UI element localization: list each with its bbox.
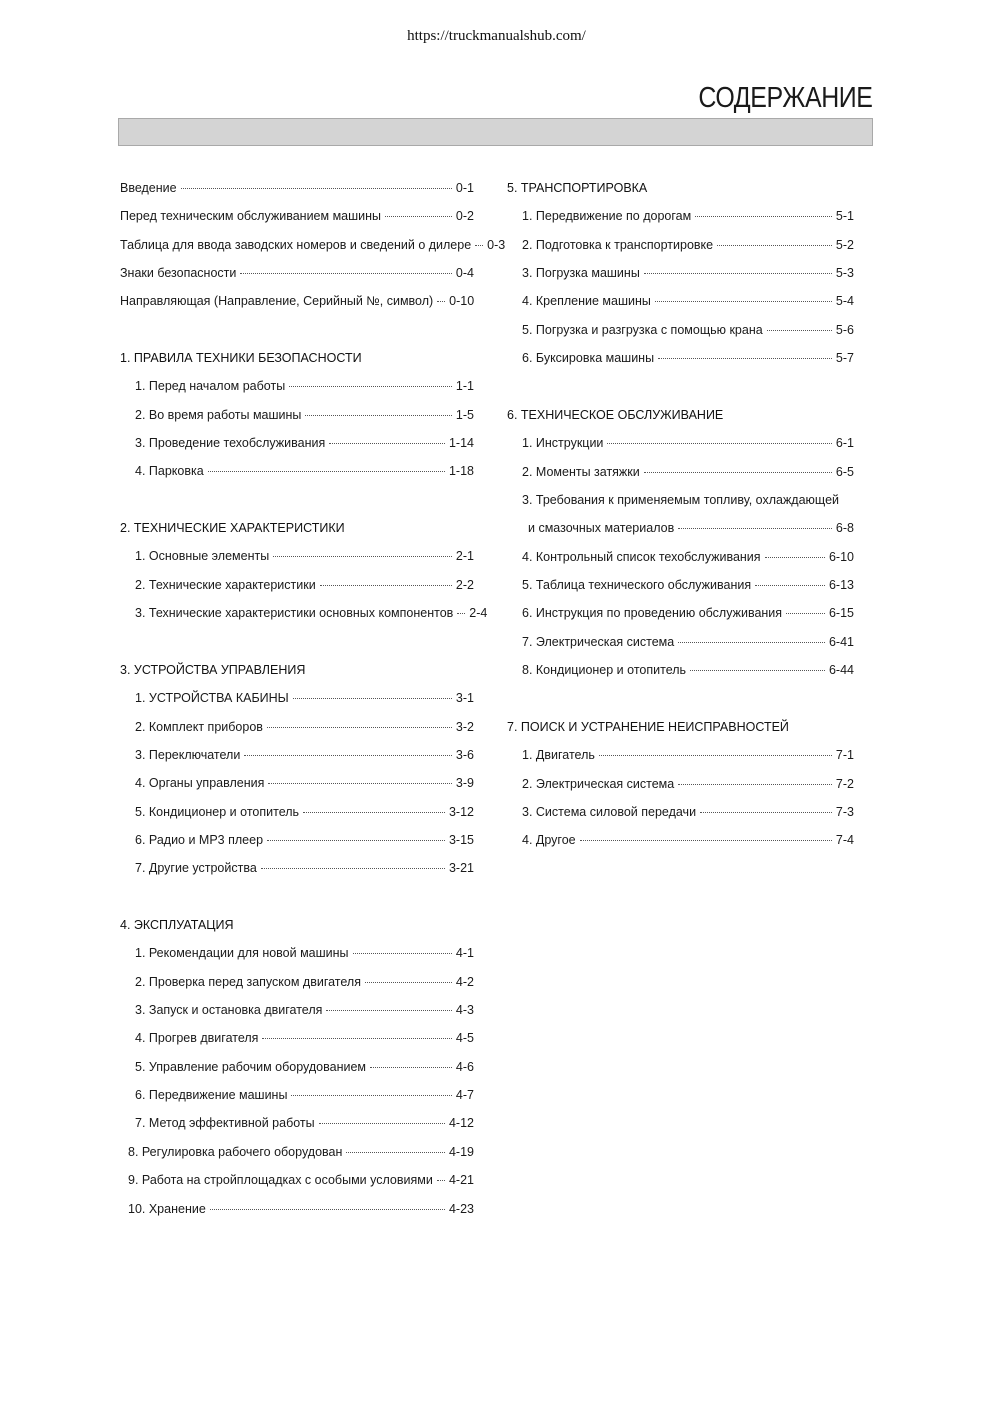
toc-entry-label: 5. Кондиционер и отопитель — [135, 804, 300, 819]
toc-entry-page: 4-12 — [448, 1116, 474, 1131]
toc-entry[interactable] — [135, 377, 474, 395]
toc-entry-page: 0-3 — [487, 237, 506, 252]
toc-entry-label: 1. УСТРОЙСТВА КАБИНЫ — [135, 691, 289, 706]
toc-entry[interactable] — [135, 406, 474, 424]
toc-entry-page: 7-1 — [835, 748, 854, 763]
dot-leader — [678, 784, 832, 785]
toc-entry-label: 1. Рекомендации для новой машины — [135, 946, 349, 961]
toc-entry-label: 5. Таблица технического обслуживания — [522, 578, 752, 593]
toc-entry-label: 2. Проверка перед запуском двигателя — [135, 974, 361, 989]
title-bar — [118, 118, 873, 146]
toc-entry-page: 1-1 — [455, 379, 474, 394]
dot-leader — [181, 188, 452, 189]
toc-entry-page: 5-4 — [835, 294, 854, 309]
toc-entry-label: Знаки безопасности — [120, 266, 237, 281]
toc-entry-label: 4. Парковка — [135, 464, 204, 479]
toc-intro-entry[interactable] — [120, 292, 474, 310]
toc-entry-label: 3. Запуск и остановка двигателя — [135, 1003, 323, 1018]
dot-leader — [262, 1038, 451, 1039]
dot-leader — [717, 245, 832, 246]
toc-entry-label: 5. Управление рабочим оборудованием — [135, 1059, 366, 1074]
toc-entry-label: 3. Система силовой передачи — [522, 805, 697, 820]
toc-entry[interactable] — [522, 775, 854, 793]
dot-leader — [385, 216, 452, 217]
toc-entry-page: 2-1 — [455, 549, 474, 564]
dot-leader — [644, 273, 832, 274]
toc-entry-label: 3. Технические характеристики основных компонентов — [135, 606, 454, 621]
toc-entry-label: 4. Другое — [522, 833, 576, 848]
toc-section-heading[interactable]: 1. ПРАВИЛА ТЕХНИКИ БЕЗОПАСНОСТИ — [120, 351, 362, 365]
toc-entry-page: 4-23 — [448, 1201, 474, 1216]
toc-entry-page: 3-2 — [455, 719, 474, 734]
toc-entry-label: 3. Переключатели — [135, 748, 241, 763]
toc-entry-label: 2. Технические характеристики — [135, 577, 316, 592]
toc-entry-page: 2-4 — [469, 606, 488, 621]
toc-entry[interactable] — [522, 349, 854, 367]
dot-leader — [305, 415, 452, 416]
toc-entry[interactable] — [135, 462, 474, 480]
dot-leader — [293, 698, 452, 699]
toc-entry[interactable] — [128, 1200, 474, 1218]
toc-entry-page: 4-7 — [455, 1088, 474, 1103]
dot-leader — [210, 1209, 445, 1210]
toc-entry-page: 3-9 — [455, 776, 474, 791]
toc-entry-label: 3. Погрузка машины — [522, 266, 640, 281]
toc-entry-page: 6-5 — [835, 464, 854, 479]
toc-entry-page: 6-10 — [828, 549, 854, 564]
toc-entry-label: 2. Электрическая система — [522, 776, 675, 791]
toc-entry-page: 1-14 — [448, 436, 474, 451]
toc-entry-label: 7. Электрическая система — [522, 634, 675, 649]
toc-entry-label: 4. Контрольный список техобслуживания — [522, 549, 761, 564]
toc-entry-page: 4-21 — [448, 1173, 474, 1188]
toc-entry[interactable] — [522, 207, 854, 225]
toc-entry-page: 4-6 — [455, 1059, 474, 1074]
toc-entry-page: 0-10 — [449, 294, 475, 309]
toc-entry[interactable] — [135, 1029, 474, 1047]
toc-entry[interactable] — [522, 292, 854, 310]
toc-entry[interactable] — [522, 831, 854, 849]
dot-leader — [678, 528, 832, 529]
toc-entry[interactable] — [135, 718, 474, 736]
toc-entry[interactable] — [128, 1171, 474, 1189]
toc-entry-page: 2-2 — [455, 577, 474, 592]
dot-leader — [329, 443, 445, 444]
toc-entry-label: 8. Регулировка рабочего оборудован — [128, 1144, 343, 1159]
toc-entry-page: 7-3 — [835, 805, 854, 820]
dot-leader — [599, 755, 832, 756]
toc-entry-label: 2. Во время работы машины — [135, 407, 302, 422]
dot-leader — [690, 670, 825, 671]
toc-entry-label: 4. Органы управления — [135, 776, 265, 791]
toc-entry-page: 3-6 — [455, 748, 474, 763]
toc-entry-label: Введение — [120, 181, 177, 195]
toc-entry-page: 4-19 — [448, 1144, 474, 1159]
dot-leader — [580, 840, 832, 841]
toc-entry-page: 4-2 — [455, 974, 474, 989]
dot-leader — [475, 245, 483, 246]
toc-entry-label: Направляющая (Направление, Серийный №, символ) — [120, 294, 434, 309]
toc-entry-label: 1. Двигатель — [522, 748, 595, 763]
toc-entry[interactable] — [522, 604, 854, 622]
toc-entry-page: 4-3 — [455, 1003, 474, 1018]
toc-entry-page: 5-7 — [835, 351, 854, 366]
toc-entry[interactable] — [135, 1058, 474, 1076]
toc-entry[interactable] — [135, 434, 474, 452]
page-title: СОДЕРЖАНИЕ — [697, 82, 872, 114]
dot-leader — [767, 330, 832, 331]
toc-entry-page: 0-4 — [455, 266, 474, 281]
toc-entry-label: 3. Проведение техобслуживания — [135, 436, 326, 451]
toc-entry[interactable] — [135, 859, 474, 877]
toc-entry[interactable] — [522, 661, 854, 679]
source-url: https://truckmanualshub.com/ — [407, 28, 586, 44]
dot-leader — [346, 1152, 445, 1153]
dot-leader — [240, 273, 452, 274]
dot-leader — [273, 556, 452, 557]
dot-leader — [303, 812, 445, 813]
dot-leader — [370, 1067, 452, 1068]
dot-leader — [365, 982, 452, 983]
toc-entry-label: 6. Радио и MP3 плеер — [135, 833, 264, 848]
toc-entry[interactable] — [135, 944, 474, 962]
dot-leader — [244, 755, 452, 756]
toc-entry[interactable] — [135, 547, 474, 565]
toc-entry-page: 7-2 — [835, 776, 854, 791]
toc-entry-label: 10. Хранение — [128, 1201, 206, 1216]
dot-leader — [678, 642, 825, 643]
dot-leader — [267, 840, 445, 841]
toc-entry[interactable] — [135, 1086, 474, 1104]
toc-entry-page: 3-21 — [448, 861, 474, 876]
toc-entry-page: 6-15 — [828, 606, 854, 621]
toc-entry-label: 9. Работа на стройплощадках с особыми условиями — [128, 1173, 433, 1188]
toc-entry[interactable] — [522, 463, 854, 481]
toc-entry[interactable] — [522, 434, 854, 452]
dot-leader — [786, 613, 825, 614]
toc-entry-label: 8. Кондиционер и отопитель — [522, 663, 687, 678]
toc-entry-label: 4. Прогрев двигателя — [135, 1031, 259, 1046]
dot-leader — [208, 471, 445, 472]
dot-leader — [268, 783, 452, 784]
toc-section-heading[interactable]: 4. ЭКСПЛУАТАЦИЯ — [120, 918, 234, 932]
toc-entry-label: 2. Подготовка к транспортировке — [522, 237, 714, 252]
toc-entry-label: 5. Погрузка и разгрузка с помощью крана — [522, 322, 763, 337]
dot-leader — [326, 1010, 452, 1011]
dot-leader — [353, 953, 452, 954]
toc-entry-page: 3-12 — [448, 804, 474, 819]
toc-entry[interactable] — [135, 774, 474, 792]
toc-entry-label: 2. Комплект приборов — [135, 719, 263, 734]
toc-entry-page: 3-1 — [455, 691, 474, 706]
toc-entry[interactable] — [522, 321, 854, 339]
toc-entry-label: 2. Моменты затяжки — [522, 464, 640, 479]
dot-leader — [755, 585, 825, 586]
toc-entry-page: 5-2 — [835, 237, 854, 252]
toc-entry[interactable] — [528, 519, 854, 537]
toc-intro-entry[interactable] — [120, 207, 474, 225]
toc-entry-page: 5-6 — [835, 322, 854, 337]
toc-entry[interactable] — [128, 1143, 474, 1161]
toc-entry-page: 4-1 — [455, 946, 474, 961]
toc-entry-label: Перед техническим обслуживанием машины — [120, 209, 382, 224]
toc-entry-label: 1. Основные элементы — [135, 549, 270, 564]
toc-entry-label: 6. Передвижение машины — [135, 1088, 288, 1103]
toc-entry — [522, 491, 854, 509]
toc-intro-entry[interactable] — [120, 236, 506, 254]
toc-entry[interactable] — [522, 633, 854, 651]
toc-section-heading[interactable]: 2. ТЕХНИЧЕСКИЕ ХАРАКТЕРИСТИКИ — [120, 521, 345, 535]
toc-entry[interactable] — [135, 576, 474, 594]
toc-entry-page: 1-18 — [448, 464, 474, 479]
toc-entry[interactable] — [135, 604, 488, 622]
toc-section-heading[interactable]: 7. ПОИСК И УСТРАНЕНИЕ НЕИСПРАВНОСТЕЙ — [507, 720, 789, 734]
toc-entry-page: 6-8 — [835, 521, 854, 536]
toc-entry-label: 1. Инструкции — [522, 436, 604, 451]
toc-entry-page: 4-5 — [455, 1031, 474, 1046]
toc-intro-entry[interactable] — [120, 264, 474, 282]
toc-entry[interactable] — [522, 236, 854, 254]
toc-entry-label: 3. Требования к применяемым топливу, охлаждающей — [522, 493, 840, 508]
toc-entry-page: 3-15 — [448, 833, 474, 848]
toc-entry[interactable] — [135, 831, 474, 849]
toc-entry-page: 6-41 — [828, 634, 854, 649]
toc-entry[interactable] — [135, 973, 474, 991]
toc-entry[interactable] — [135, 689, 474, 707]
toc-entry-page: 0-1 — [455, 181, 474, 195]
dot-leader — [261, 868, 445, 869]
toc-entry-page: 5-3 — [835, 266, 854, 281]
toc-entry-label: 6. Буксировка машины — [522, 351, 655, 366]
dot-leader — [320, 585, 452, 586]
dot-leader — [457, 613, 465, 614]
dot-leader — [289, 386, 452, 387]
dot-leader — [607, 443, 832, 444]
toc-entry-label: и смазочных материалов — [528, 521, 675, 536]
dot-leader — [319, 1123, 445, 1124]
toc-entry-page: 7-4 — [835, 833, 854, 848]
toc-entry-page: 6-1 — [835, 436, 854, 451]
toc-entry[interactable] — [522, 264, 854, 282]
toc-entry-label: 6. Инструкция по проведению обслуживания — [522, 606, 783, 621]
dot-leader — [437, 1180, 445, 1181]
toc-entry-label: 4. Крепление машины — [522, 294, 651, 309]
toc-entry[interactable] — [522, 576, 854, 594]
toc-entry-label: 1. Перед началом работы — [135, 379, 286, 394]
toc-section-heading[interactable]: 3. УСТРОЙСТВА УПРАВЛЕНИЯ — [120, 663, 306, 677]
toc-entry-label: 1. Передвижение по дорогам — [522, 209, 692, 224]
toc-entry[interactable] — [522, 803, 854, 821]
toc-entry[interactable] — [135, 1001, 474, 1019]
toc-section-heading[interactable]: 5. ТРАНСПОРТИРОВКА — [507, 181, 648, 195]
toc-entry[interactable] — [522, 548, 854, 566]
toc-entry-page: 5-1 — [835, 209, 854, 224]
dot-leader — [700, 812, 832, 813]
toc-intro-entry[interactable] — [120, 179, 474, 197]
dot-leader — [655, 301, 832, 302]
dot-leader — [658, 358, 832, 359]
toc-entry-page: 6-13 — [828, 578, 854, 593]
toc-entry-page: 0-2 — [455, 209, 474, 224]
dot-leader — [765, 557, 825, 558]
toc-entry-label: Таблица для ввода заводских номеров и сведений о дилере — [120, 237, 472, 252]
toc-entry[interactable] — [135, 746, 474, 764]
dot-leader — [695, 216, 832, 217]
toc-section-heading[interactable]: 6. ТЕХНИЧЕСКОЕ ОБСЛУЖИВАНИЕ — [507, 408, 724, 422]
dot-leader — [291, 1095, 451, 1096]
toc-entry-page: 1-5 — [455, 407, 474, 422]
toc-entry-label: 7. Метод эффективной работы — [135, 1116, 315, 1131]
dot-leader — [644, 472, 832, 473]
dot-leader — [437, 301, 445, 302]
toc-entry-page: 6-44 — [828, 663, 854, 678]
toc-entry[interactable] — [522, 746, 854, 764]
toc-entry[interactable] — [135, 803, 474, 821]
toc-entry-label: 7. Другие устройства — [135, 861, 257, 876]
toc-entry[interactable] — [135, 1114, 474, 1132]
dot-leader — [267, 727, 452, 728]
